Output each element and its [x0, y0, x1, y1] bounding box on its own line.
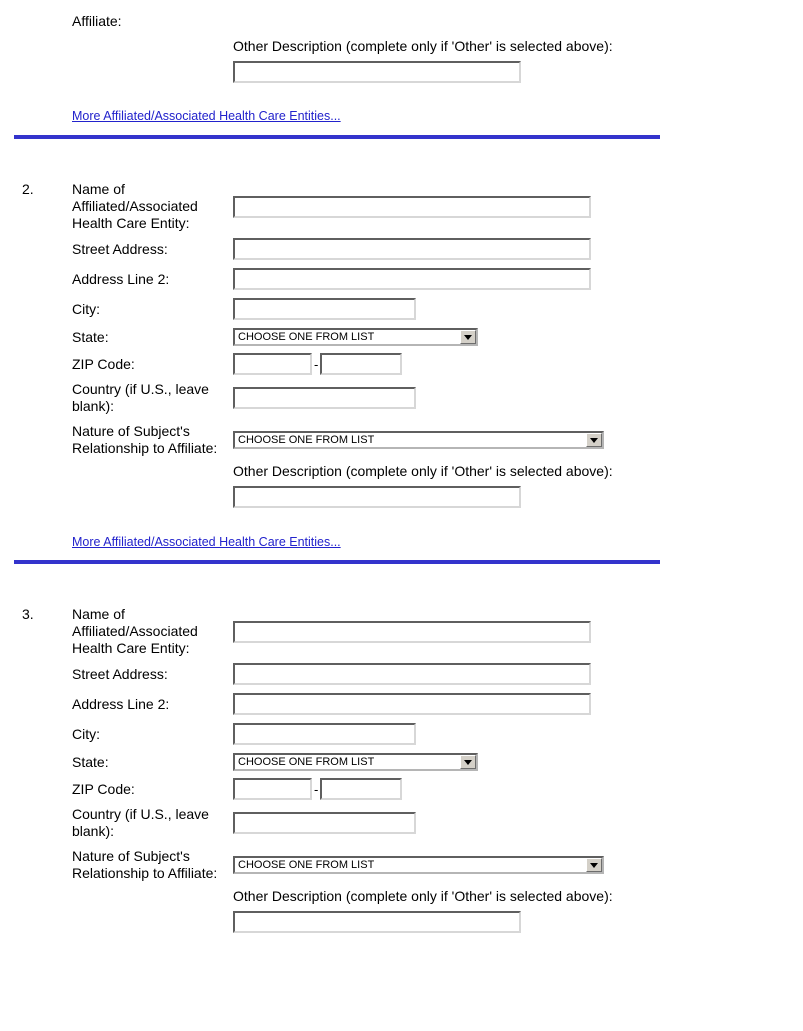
city-label: City:	[72, 725, 100, 742]
entity-section-2	[0, 181, 803, 564]
relationship-select-value: CHOOSE ONE FROM LIST	[238, 434, 375, 446]
relationship-select[interactable]	[233, 431, 604, 449]
other-description-label: Other Description (complete only if 'Other' is selected above):	[233, 463, 613, 479]
country-label: Country (if U.S., leave blank):	[72, 806, 209, 839]
zip-plus4-input[interactable]	[320, 778, 402, 800]
address-line2-input[interactable]	[233, 268, 591, 290]
section-1-partial	[0, 13, 803, 139]
dropdown-arrow-icon[interactable]	[586, 433, 602, 447]
other-description-block	[233, 888, 803, 933]
relationship-select[interactable]	[233, 856, 604, 874]
zip-plus4-input[interactable]	[320, 353, 402, 375]
dropdown-arrow-icon[interactable]	[460, 330, 476, 344]
entity-name-input[interactable]	[233, 621, 591, 643]
address-line2-input[interactable]	[233, 693, 591, 715]
more-entities-link[interactable]: More Affiliated/Associated Health Care Entities...	[72, 109, 341, 123]
dropdown-arrow-icon[interactable]	[460, 755, 476, 769]
entity-name-input[interactable]	[233, 196, 591, 218]
entity-section-3	[0, 606, 803, 933]
section-number: 3.	[22, 606, 34, 622]
zip-code-label: ZIP Code:	[72, 355, 135, 372]
zip-code-input[interactable]	[233, 778, 312, 800]
zip-code-input[interactable]	[233, 353, 312, 375]
relationship-label: Nature of Subject's Relationship to Affiliate:	[72, 423, 218, 456]
entity-name-label: Name of Affiliated/Associated Health Care Entity:	[72, 606, 198, 656]
city-input[interactable]	[233, 723, 416, 745]
address-line2-label: Address Line 2:	[72, 270, 170, 287]
state-select[interactable]	[233, 328, 478, 346]
entity-name-label: Name of Affiliated/Associated Health Care Entity:	[72, 181, 198, 231]
section-divider	[14, 560, 660, 564]
relationship-select-value: CHOOSE ONE FROM LIST	[238, 859, 375, 871]
zip-separator: -	[314, 357, 319, 372]
state-label: State:	[72, 328, 109, 345]
street-address-input[interactable]	[233, 238, 591, 260]
zip-separator: -	[314, 782, 319, 797]
section-number: 2.	[22, 181, 34, 197]
country-label: Country (if U.S., leave blank):	[72, 381, 209, 414]
street-address-label: Street Address:	[72, 240, 168, 257]
street-address-label: Street Address:	[72, 665, 168, 682]
more-entities-link[interactable]: More Affiliated/Associated Health Care Entities...	[72, 535, 341, 549]
state-select-value: CHOOSE ONE FROM LIST	[238, 756, 375, 768]
other-description-label: Other Description (complete only if 'Other' is selected above):	[233, 38, 613, 54]
affiliate-label: Affiliate:	[72, 13, 122, 29]
address-line2-label: Address Line 2:	[72, 695, 170, 712]
other-description-input[interactable]	[233, 911, 521, 933]
country-input[interactable]	[233, 387, 416, 409]
country-input[interactable]	[233, 812, 416, 834]
dropdown-arrow-icon[interactable]	[586, 858, 602, 872]
state-label: State:	[72, 753, 109, 770]
other-description-input[interactable]	[233, 486, 521, 508]
other-description-block	[233, 38, 803, 83]
zip-code-label: ZIP Code:	[72, 780, 135, 797]
section-divider	[14, 135, 660, 139]
city-label: City:	[72, 300, 100, 317]
street-address-input[interactable]	[233, 663, 591, 685]
other-description-block	[233, 463, 803, 508]
relationship-label: Nature of Subject's Relationship to Affiliate:	[72, 848, 218, 881]
city-input[interactable]	[233, 298, 416, 320]
other-description-input[interactable]	[233, 61, 521, 83]
other-description-label: Other Description (complete only if 'Other' is selected above):	[233, 888, 613, 904]
state-select[interactable]	[233, 753, 478, 771]
state-select-value: CHOOSE ONE FROM LIST	[238, 331, 375, 343]
